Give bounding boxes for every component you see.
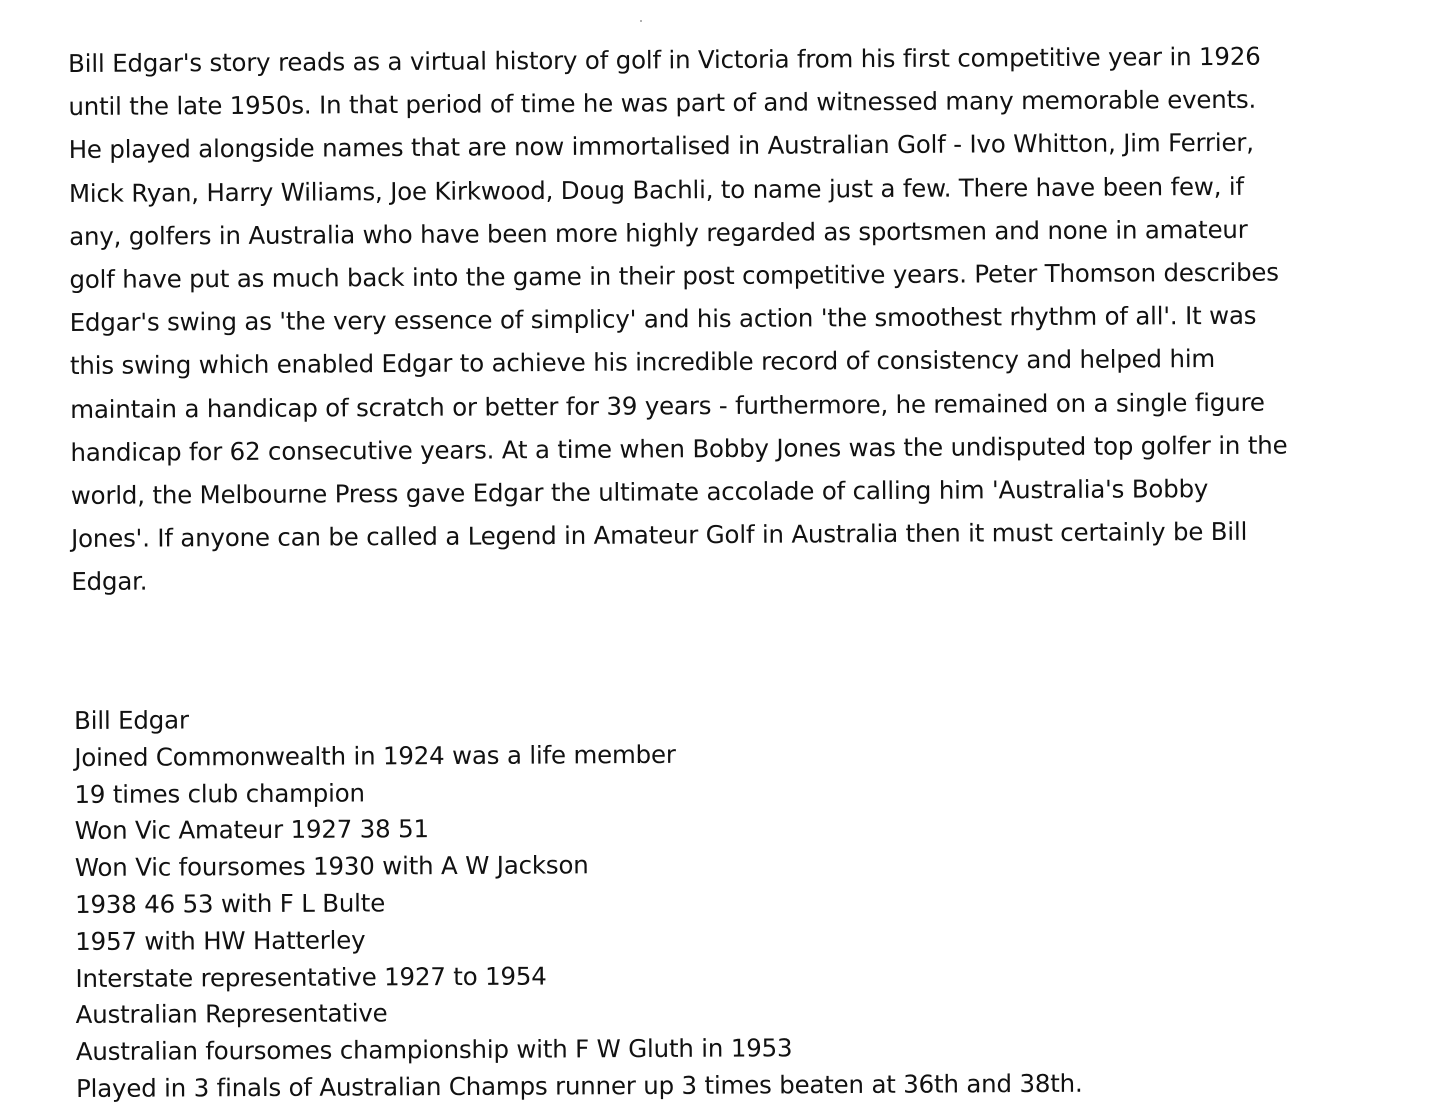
fact-line: Australian foursomes championship with F W Gluth in 1953: [75, 1033, 793, 1067]
paragraph-line: Edgar's swing as 'the very essence of simplicy' and his action 'the smoothest rhythm of all'. It was: [69, 300, 1257, 338]
paragraph-line: Mick Ryan, Harry Wiliams, Joe Kirkwood, Doug Bachli, to name just a few. There have been few, if: [68, 171, 1244, 208]
fact-line: 1957 with HW Hatterley: [75, 925, 366, 956]
paragraph-line: handicap for 62 consecutive years. At a time when Bobby Jones was the undisputed top golfer in the: [70, 430, 1288, 467]
fact-line: Won Vic foursomes 1930 with A W Jackson: [74, 850, 589, 883]
paragraph-line: this swing which enabled Edgar to achieve his incredible record of consistency and helped him: [69, 344, 1216, 381]
biography-paragraph: [68, 34, 1351, 603]
scan-speck: [640, 20, 642, 22]
paragraph-line: He played alongside names that are now immortalised in Australian Golf - Ivo Whitton, Jim Ferrier,: [68, 128, 1254, 165]
facts-heading: Bill Edgar: [74, 705, 189, 735]
paragraph-line: maintain a handicap of scratch or better for 39 years - furthermore, he remained on a single figure: [70, 387, 1265, 424]
paragraph-line: Bill Edgar's story reads as a virtual history of golf in Victoria from his first competitive year in 1926: [68, 41, 1261, 78]
fact-line: Played in 3 finals of Australian Champs runner up 3 times beaten at 36th and 38th.: [75, 1068, 1083, 1103]
fact-line: 1938 46 53 with F L Bulte: [74, 888, 386, 919]
paragraph-line: Jones'. If anyone can be called a Legend in Amateur Golf in Australia then it must certainly be Bill: [70, 517, 1248, 554]
fact-line: 19 times club champion: [74, 778, 365, 809]
paragraph-line: Edgar.: [71, 566, 148, 597]
paragraph-line: any, golfers in Australia who have been more highly regarded as sportsmen and none in amateur: [69, 214, 1248, 251]
fact-line: Won Vic Amateur 1927 38 51: [74, 814, 429, 846]
paragraph-line: until the late 1950s. In that period of time he was part of and witnessed many memorable events.: [68, 84, 1257, 122]
fact-line: Interstate representative 1927 to 1954: [75, 961, 547, 993]
paragraph-line: golf have put as much back into the game in their post competitive years. Peter Thomson describes: [69, 257, 1279, 295]
fact-line: Joined Commonwealth in 1924 was a life member: [74, 739, 676, 772]
career-facts-list: [74, 697, 1176, 1108]
paragraph-line: world, the Melbourne Press gave Edgar the ultimate accolade of calling him 'Australia's Bobby: [70, 474, 1209, 511]
fact-line: Australian Representative: [75, 998, 388, 1030]
